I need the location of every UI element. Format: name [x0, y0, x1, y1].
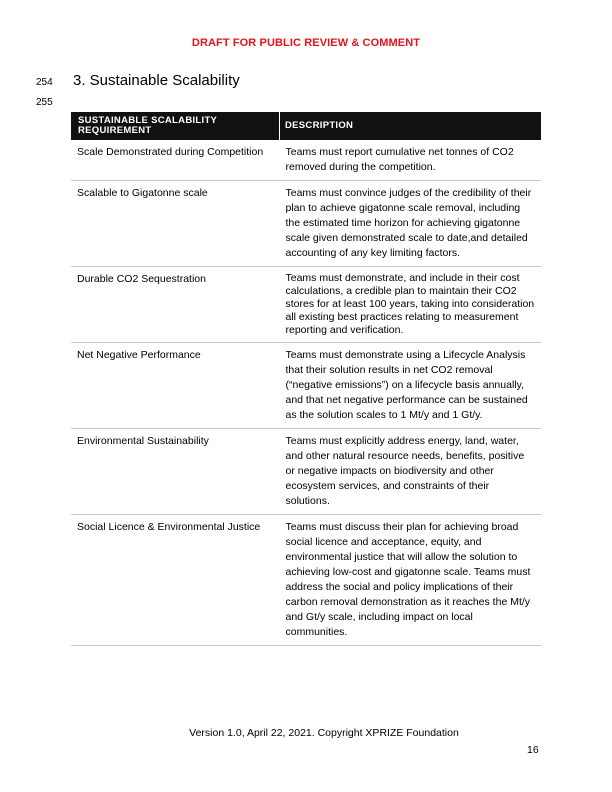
requirement-cell: Social Licence & Environmental Justice: [71, 515, 280, 646]
column-header-requirement: SUSTAINABLE SCALABILITY REQUIREMENT: [71, 112, 280, 140]
line-number: 255: [36, 97, 53, 108]
requirements-table: [71, 112, 541, 646]
table-row: [71, 181, 541, 267]
description-cell: Teams must convince judges of the credibility of their plan to achieve gigatonne scale removal, including the estimated time horizon for achieving gigatonne scale given demonstrated scale to date,and detailed accounting of any key limiting factors.: [280, 181, 542, 267]
description-cell: Teams must demonstrate, and include in their cost calculations, a credible plan to maintain their CO2 stores for at least 100 years, taking into consideration all existing best practices relating to measurement reporting and verification.: [280, 267, 542, 343]
requirement-cell: Durable CO2 Sequestration: [71, 267, 280, 343]
requirement-cell: Environmental Sustainability: [71, 429, 280, 515]
description-cell: Teams must discuss their plan for achieving broad social licence and acceptance, equity, and environmental justice that will allow the solution to achieving low-cost and gigatonne scale. Teams must address the social and policy implications of their carbon removal demonstration as it reaches the Mt/y and Gt/y scale, including impact on local communities.: [280, 515, 542, 646]
description-cell: Teams must report cumulative net tonnes of CO2 removed during the competition.: [280, 140, 542, 181]
table-row: [71, 429, 541, 515]
requirement-cell: Scalable to Gigatonne scale: [71, 181, 280, 267]
requirement-cell: Scale Demonstrated during Competition: [71, 140, 280, 181]
table-row: [71, 343, 541, 429]
page-number: 16: [527, 744, 539, 756]
table-row: [71, 140, 541, 181]
footer-text: Version 1.0, April 22, 2021. Copyright XPRIZE Foundation: [189, 727, 459, 739]
table-row: [71, 515, 541, 646]
description-cell: Teams must explicitly address energy, land, water, and other natural resource needs, benefits, positive or negative impacts on biodiversity and other ecosystem services, and constraints of their solutions.: [280, 429, 542, 515]
table-header-row: [71, 112, 541, 140]
requirement-cell: Net Negative Performance: [71, 343, 280, 429]
description-cell: Teams must demonstrate using a Lifecycle Analysis that their solution results in net CO2 removal (“negative emissions”) on a lifecycle basis annually, and that net negative performance can be sustained as the solution scales to 1 Mt/y and 1 Gt/y.: [280, 343, 542, 429]
column-header-description: DESCRIPTION: [280, 112, 542, 140]
line-number: 254: [36, 77, 53, 88]
table-row: [71, 267, 541, 343]
section-title: 3. Sustainable Scalability: [73, 72, 240, 89]
draft-notice: DRAFT FOR PUBLIC REVIEW & COMMENT: [191, 37, 421, 49]
